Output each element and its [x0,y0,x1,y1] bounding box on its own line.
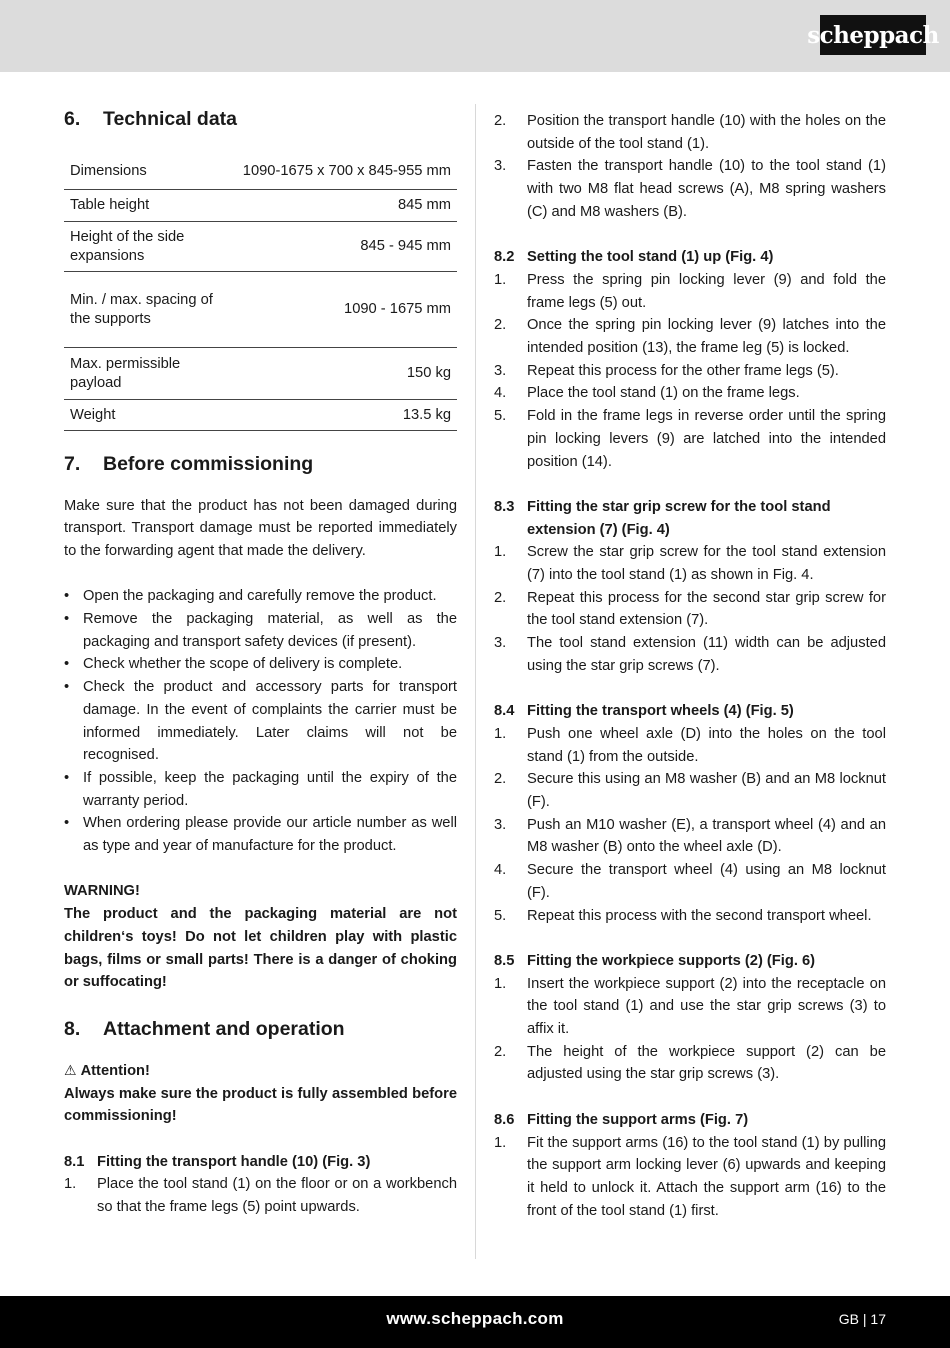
spec-value: 845 - 945 mm [226,221,457,271]
section-number: 8. [64,1017,81,1040]
step-item [494,360,886,383]
website-link[interactable]: www.scheppach.com [386,1309,564,1328]
step-text: Fasten the transport handle (10) to the tool stand (1) with two M8 flat head screws (A), M8 spring washers (C) and M8 washers (B). [527,158,886,220]
subsection-title: Fitting the workpiece supports (2) (Fig. 6) [527,952,816,969]
list-item: • When ordering please provide our article number as well as type and year of manufacture for the product. [64,812,457,857]
step-number: 2. [494,1043,507,1060]
step-item [494,587,886,632]
step-text: Place the tool stand (1) on the floor or on a workbench so that the frame legs (5) point upwards. [97,1176,457,1216]
column-divider [475,104,476,1259]
step-number: 1. [494,1134,507,1151]
step-text: Press the spring pin locking lever (9) and fold the frame legs (5) out. [527,271,886,311]
page-number: GB | 17 [838,1311,886,1327]
step-item [494,314,886,359]
step-text: Push an M10 washer (E), a transport wheel (4) and an M8 washer (B) onto the wheel axle (D). [527,816,886,856]
subsection-title: Fitting the star grip screw for the tool stand extension (7) (Fig. 4) [527,498,831,538]
step-text: Screw the star grip screw for the tool stand extension (7) into the tool stand (1) as shown in Fig. 4. [527,544,886,584]
step-text: The height of the workpiece support (2) can be adjusted using the star grip screws (3). [527,1043,886,1083]
spec-label: Dimensions [64,154,226,189]
step-item [494,382,886,405]
step-number: 3. [494,362,507,379]
spec-value: 1090 - 1675 mm [226,271,457,347]
step-item [64,1173,457,1218]
step-text: Once the spring pin locking lever (9) latches into the intended position (13), the frame leg (5) is locked. [527,317,886,357]
section-7-heading [64,449,457,479]
spec-label: Weight [64,399,226,430]
list-item: • Check whether the scope of delivery is complete. [64,653,457,676]
warning-text: The product and the packaging material are not children‘s toys! Do not let children play with plastic bags, films or small parts! There is a danger of choking or suffocating! [64,906,457,991]
spec-value: 845 mm [226,189,457,221]
step-text: Secure the transport wheel (4) using an M8 locknut (F). [527,862,886,901]
section-title: Attachment and operation [103,1017,345,1040]
step-text: Push one wheel axle (D) into the holes on the tool stand (1) from the outside. [527,725,886,765]
step-item [494,723,886,768]
warning-label: WARNING! [64,883,140,900]
step-item [494,269,886,314]
checklist [64,585,457,857]
subsection-number: 8.1 [64,1153,85,1170]
section-number: 6. [64,108,81,130]
technical-data-table [64,154,457,431]
step-text: Fold in the frame legs in reverse order until the spring pin locking levers (9) are latched into the intended position (14). [527,408,886,470]
subsection-8-1-heading [64,1151,457,1174]
section-6-heading [64,104,457,134]
attention-heading [64,1060,457,1083]
attention-label: Attention! [80,1062,150,1079]
step-number: 1. [494,975,507,992]
brand-logo: scheppach [820,15,926,55]
spec-value: 1090-1675 x 700 x 845-955 mm [226,154,457,189]
step-item [494,973,886,1041]
step-item [494,110,886,155]
list-item: • Check the product and accessory parts for transport damage. In the event of complaints the carrier must be informed immediately. Later claims will not be recognised. [64,676,457,767]
table-row [64,189,457,221]
step-number: 1. [64,1176,77,1193]
subsection-number: 8.3 [494,498,515,515]
step-text: Repeat this process for the other frame legs (5). [527,362,839,379]
step-item [494,155,886,223]
table-row [64,347,457,399]
left-column [64,104,457,1219]
table-row [64,399,457,430]
spec-label: Height of the side expansions [64,221,226,271]
step-text: Position the transport handle (10) with the holes on the outside of the tool stand (1). [527,113,886,152]
step-number: 3. [494,158,507,175]
subsection-8-6-heading [494,1109,886,1132]
step-text: Place the tool stand (1) on the frame legs. [527,385,800,402]
subsection-number: 8.4 [494,703,515,720]
steps-list [494,723,886,927]
subsection-title: Fitting the transport handle (10) (Fig. 3) [97,1153,371,1170]
footer-bar [0,1296,950,1348]
step-text: Secure this using an M8 washer (B) and an M8 locknut (F). [527,771,886,811]
subsection-8-4-heading [494,700,886,723]
list-item: • If possible, keep the packaging until the expiry of the warranty period. [64,767,457,812]
step-number: 3. [494,635,507,652]
subsection-8-2-heading [494,246,886,269]
steps-list [494,973,886,1087]
step-text: Repeat this process for the second star grip screw for the tool stand extension (7). [527,589,886,629]
list-item: • Open the packaging and carefully remove the product. [64,585,457,608]
warning-triangle-icon: ⚠ [64,1062,77,1079]
step-item [494,859,886,904]
subsection-title: Fitting the transport wheels (4) (Fig. 5) [527,703,794,720]
subsection-8-5-heading [494,950,886,973]
step-item [494,905,886,928]
step-number: 5. [494,408,507,425]
table-row [64,154,457,189]
section-number: 7. [64,452,81,475]
right-column [494,110,886,1222]
steps-list [494,110,886,224]
step-number: 3. [494,816,507,833]
paragraph: Make sure that the product has not been damaged during transport. Transport damage must be reported immediately to the forwarding agent that made the delivery. [64,497,457,559]
step-text: The tool stand extension (11) width can be adjusted using the star grip screws (7). [527,635,886,674]
table-row [64,221,457,271]
step-number: 4. [494,862,507,879]
steps-list [64,1173,457,1218]
step-text: Repeat this process with the second transport wheel. [527,907,872,924]
step-item [494,405,886,473]
step-number: 2. [494,317,507,334]
step-number: 2. [494,589,507,606]
step-number: 1. [494,725,507,742]
section-8-heading [64,1014,457,1044]
step-number: 2. [494,771,507,788]
step-number: 1. [494,271,507,288]
subsection-number: 8.5 [494,952,515,969]
list-item: • Remove the packaging material, as well as the packaging and transport safety devices (if present). [64,608,457,653]
subsection-number: 8.2 [494,249,515,266]
step-number: 5. [494,907,507,924]
step-item [494,541,886,586]
step-item [494,1132,886,1223]
step-item [494,632,886,677]
step-number: 4. [494,385,507,402]
spec-label: Max. permissible payload [64,347,226,399]
spec-value: 13.5 kg [226,399,457,430]
subsection-8-3-heading [494,496,886,541]
steps-list [494,269,886,473]
header-bar [0,0,950,72]
spec-label: Min. / max. spacing of the supports [64,271,226,347]
step-number: 1. [494,544,507,561]
step-item [494,768,886,813]
subsection-title: Fitting the support arms (Fig. 7) [527,1111,749,1128]
steps-list [494,1132,886,1223]
subsection-number: 8.6 [494,1111,515,1128]
step-text: Insert the workpiece support (2) into the receptacle on the tool stand (1) and use the star grip screws (3) to affix it. [527,975,886,1038]
step-text: Fit the support arms (16) to the tool stand (1) by pulling the support arm locking lever (6) upwards and keeping it held to unlock it. Attach the support arm (16) to the front of the tool stand (1) first. [527,1134,886,1219]
steps-list [494,541,886,677]
subsection-title: Setting the tool stand (1) up (Fig. 4) [527,249,774,266]
section-title: Technical data [103,108,238,130]
section-title: Before commissioning [103,452,314,475]
spec-label: Table height [64,189,226,221]
step-item [494,814,886,859]
attention-text: Always make sure the product is fully assembled before commissioning! [64,1085,457,1125]
table-row [64,271,457,347]
step-item [494,1041,886,1086]
spec-value: 150 kg [226,347,457,399]
step-number: 2. [494,113,507,129]
